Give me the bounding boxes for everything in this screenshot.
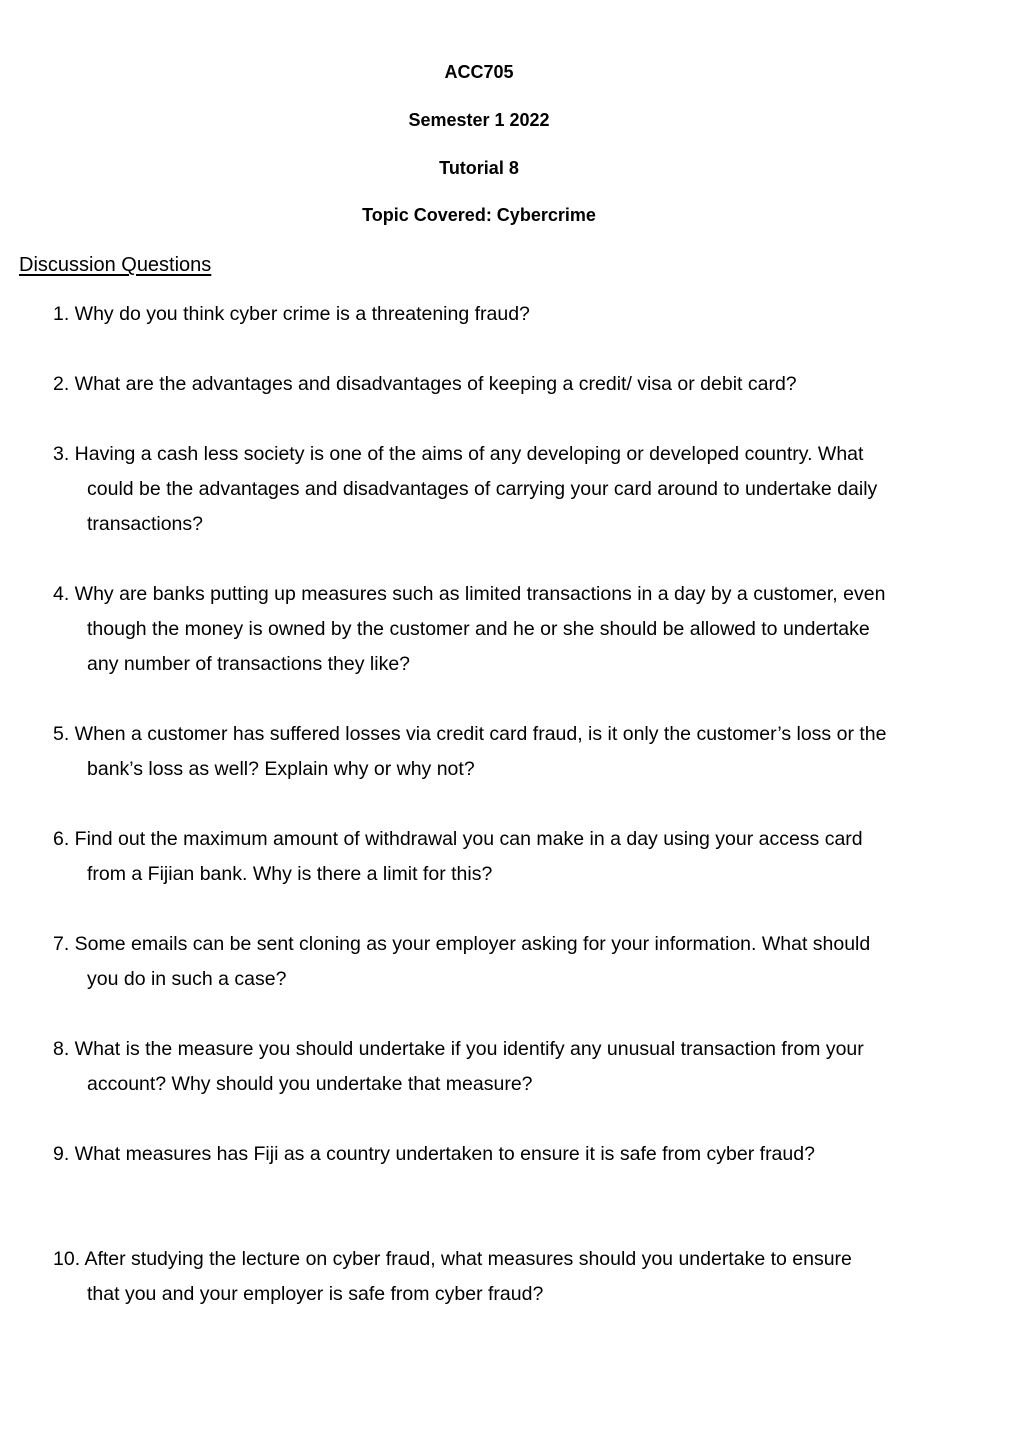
question-line: 10. After studying the lecture on cyber fraud, what measures should you undertake to ensure [53,1248,852,1270]
question-line: 3. Having a cash less society is one of the aims of any developing or developed country. What [53,443,864,465]
question-1 [53,297,953,332]
tutorial-label: Tutorial 8 [439,158,519,178]
question-line: you do in such a case? [87,968,287,990]
question-3 [53,437,953,542]
question-line: 9. What measures has Fiji as a country undertaken to ensure it is safe from cyber fraud? [53,1143,815,1165]
question-line: 5. When a customer has suffered losses via credit card fraud, is it only the customer’s loss or the [53,723,887,745]
question-line: 2. What are the advantages and disadvantages of keeping a credit/ visa or debit card? [53,373,797,395]
question-line: account? Why should you undertake that measure? [87,1073,533,1095]
course-code: ACC705 [444,62,514,82]
question-line: transactions? [87,513,203,535]
question-line: that you and your employer is safe from cyber fraud? [87,1283,544,1305]
question-6 [53,822,953,892]
question-line: bank’s loss as well? Explain why or why not? [87,758,475,780]
question-7 [53,927,953,997]
question-line: could be the advantages and disadvantages of carrying your card around to undertake daily [87,478,878,500]
question-line: 6. Find out the maximum amount of withdrawal you can make in a day using your access card [53,828,863,850]
question-line: 4. Why are banks putting up measures such as limited transactions in a day by a customer, even [53,583,886,605]
question-line: any number of transactions they like? [87,653,411,675]
question-4 [53,577,953,682]
question-line: 7. Some emails can be sent cloning as your employer asking for your information. What should [53,933,871,955]
section-title: Discussion Questions [19,254,212,276]
question-line: from a Fijian bank. Why is there a limit for this? [87,863,493,885]
question-8 [53,1032,953,1102]
question-line: 8. What is the measure you should undertake if you identify any unusual transaction from your [53,1038,864,1060]
question-9 [53,1137,953,1172]
question-10 [53,1242,953,1312]
topic-label: Topic Covered: Cybercrime [362,205,596,225]
question-line: though the money is owned by the customer and he or she should be allowed to undertake [87,618,870,640]
question-2 [53,367,953,402]
question-5 [53,717,953,787]
semester-label: Semester 1 2022 [408,110,550,130]
question-line: 1. Why do you think cyber crime is a threatening fraud? [53,303,530,325]
